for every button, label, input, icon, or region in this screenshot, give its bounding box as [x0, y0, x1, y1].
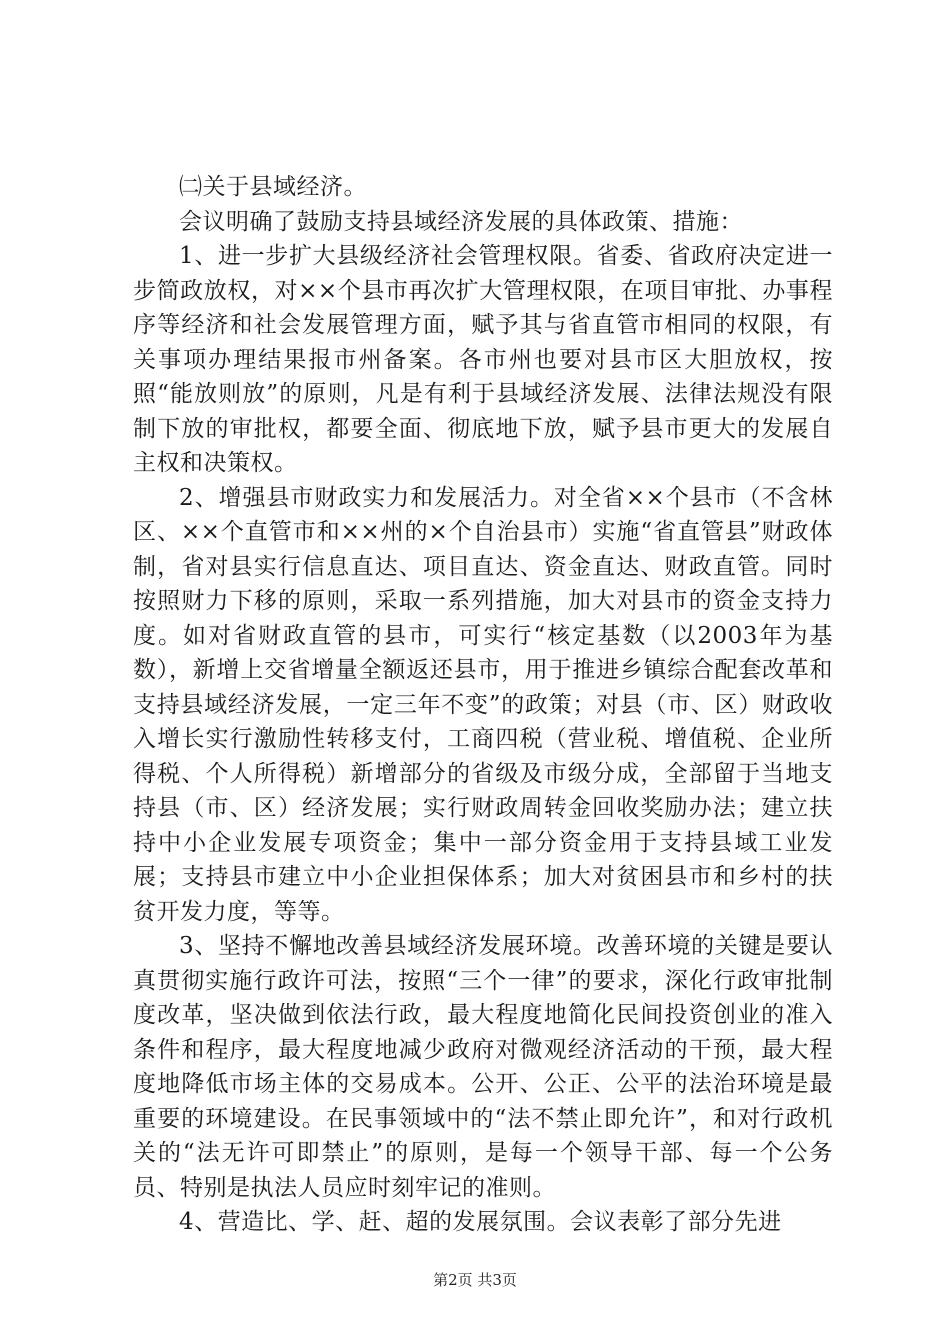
item-4-paragraph: 4、营造比、学、赶、超的发展氛围。会议表彰了部分先进 — [179, 1209, 782, 1235]
section-heading: ㈡关于县域经济。 — [179, 174, 367, 200]
document-body — [133, 170, 833, 1240]
page-footer: 第2页 共3页 — [433, 1271, 517, 1289]
intro-paragraph: 会议明确了鼓励支持县域经济发展的具体政策、措施： — [179, 208, 743, 235]
item-3-paragraph: 3、坚持不懈地改善县域经济发展环境。改善环境的关键是要认真贯彻实施行政许可法，按照“三个一律”的要求，深化行政审批制度改革，坚决做到依法行政，最大程度地简化民间投资创业的准入条件和程序，最大程度地减少政府对微观经济活动的干预，最大程度地降低市场主体的交易成本。公开、公正、公平的法治环境是最重要的环境建设。在民事领域中的“法不禁止即允许”，和对行政机关的“法无许可即禁止”的原则，是每一个领导干部、每一个公务员、特别是执法人员应时刻牢记的准则。 — [133, 933, 833, 1201]
item-1-paragraph: 1、进一步扩大县级经济社会管理权限。省委、省政府决定进一步简政放权，对××个县市再次扩大管理权限，在项目审批、办事程序等经济和社会发展管理方面，赋予其与省直管市相同的权限，有关事项办理结果报市州备案。各市州也要对县市区大胆放权，按照“能放则放”的原则，凡是有利于县域经济发展、法律法规没有限制下放的审批权，都要全面、彻底地下放，赋予县市更大的发展自主权和决策权。 — [133, 243, 833, 476]
item-2-paragraph: 2、增强县市财政实力和发展活力。对全省××个县市（不含林区、××个直管市和××州的×个自治县市）实施“省直管县”财政体制，省对县实行信息直达、项目直达、资金直达、财政直管。同时按照财力下移的原则，采取一系列措施，加大对县市的资金支持力度。如对省财政直管的县市，可实行“核定基数（以2003年为基数），新增上交省增量全额返还县市，用于推进乡镇综合配套改革和支持县域经济发展，一定三年不变”的政策；对县（市、区）财政收入增长实行激励性转移支付，工商四税（营业税、增值税、企业所得税、个人所得税）新增部分的省级及市级分成，全部留于当地支持县（市、区）经济发展；实行财政周转金回收奖励办法；建立扶持中小企业发展专项资金；集中一部分资金用于支持县域工业发展；支持县市建立中小企业担保体系；加大对贫困县市和乡村的扶贫开发力度，等等。 — [133, 484, 833, 925]
